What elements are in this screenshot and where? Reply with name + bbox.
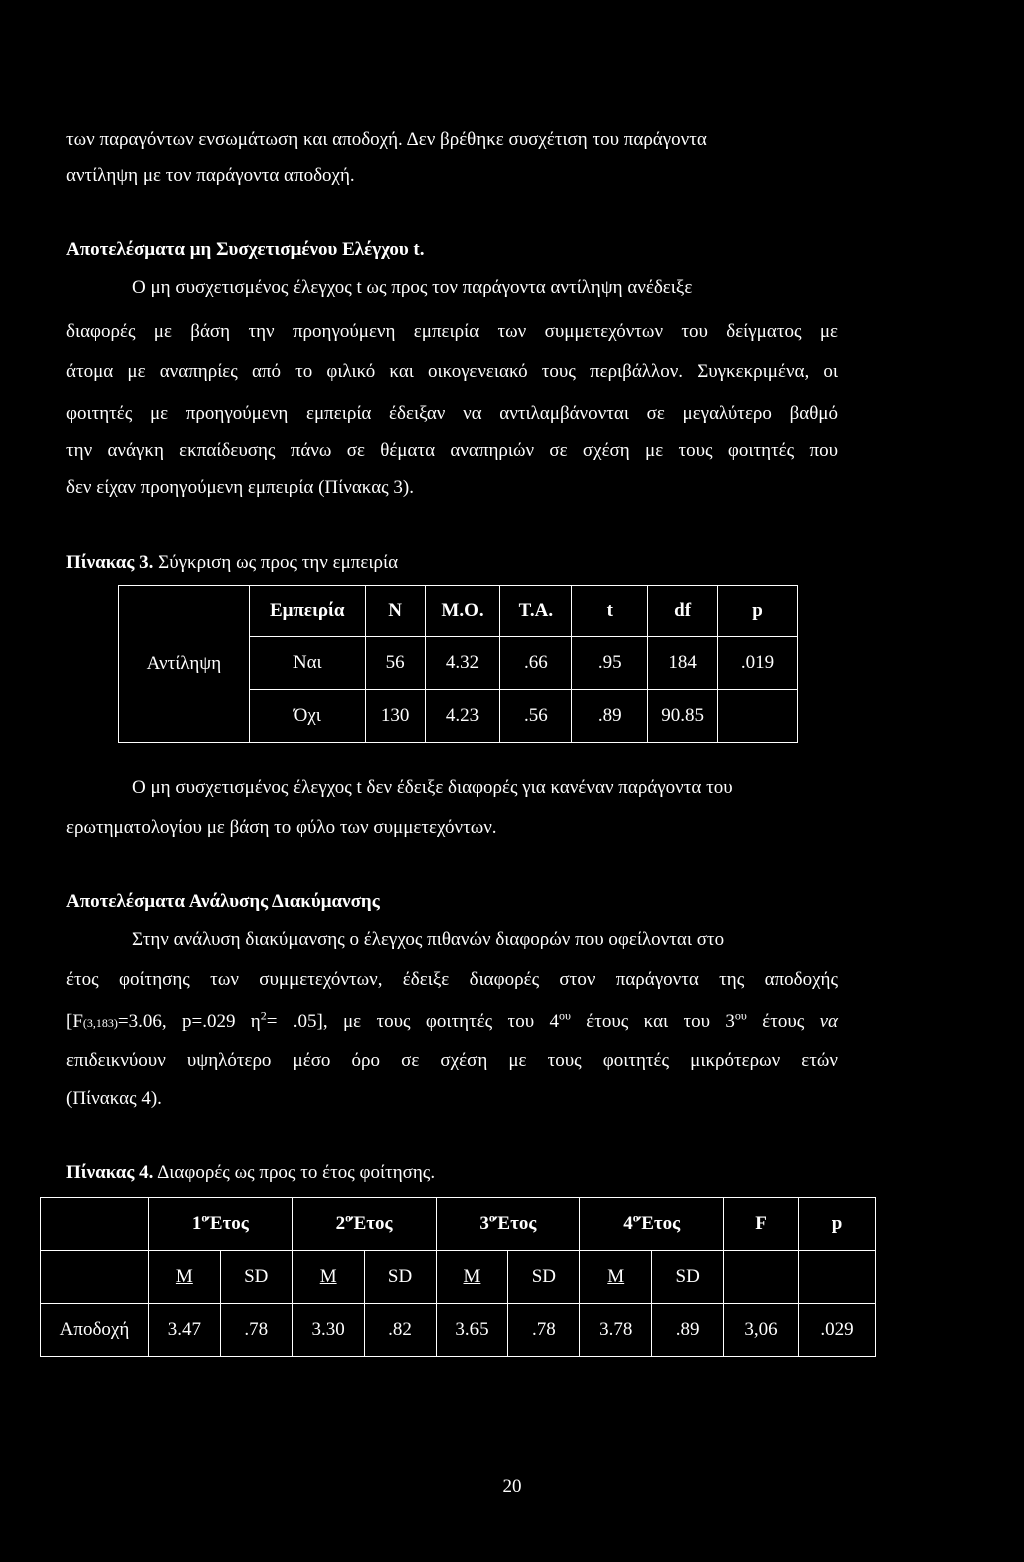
header-cell: N — [365, 586, 425, 637]
paragraph-line: [F(3,183)=3.06, p=.029 $\eta^2= .05$], με τους φοιτητές του $4^{o\upsilon}$ έτους και του $3^{o\upsilon}$ έτους να — [66, 1008, 839, 1032]
paragraph-line: δεν είχαν προηγούμενη εμπειρία (Πίνακας 3). — [66, 477, 414, 498]
section-heading: Αποτελέσματα Ανάλυσης Διακύμανσης — [66, 891, 380, 912]
paragraph-line: Στην ανάλυση διακύμανσης ο έλεγχος πιθανών διαφορών που οφείλονται στο — [132, 929, 725, 950]
paragraph-line: έτος φοίτησης των συμμετεχόντων, έδειξε διαφορές στον παράγοντα της αποδοχής — [66, 969, 838, 990]
header-cell: $1^oΈ\tau o\varsigma$ — [148, 1198, 292, 1251]
paragraph-line: των παραγόντων ενσωμάτωση και αποδοχή. Δεν βρέθηκε συσχέτιση του παράγοντα — [66, 129, 707, 150]
table-cell: .95 — [572, 637, 648, 690]
table-cell — [718, 690, 798, 743]
header-cell: $4^oΈ\tau o\varsigma$ — [580, 1198, 724, 1251]
subheader-cell: SD — [364, 1251, 436, 1304]
table-row — [41, 1198, 876, 1251]
header-cell: $2^oΈ\tau o\varsigma$ — [292, 1198, 436, 1251]
table-cell: 4.32 — [425, 637, 500, 690]
paragraph-line: (Πίνακας 4). — [66, 1088, 162, 1109]
table-cell: Όχι — [249, 690, 365, 743]
table-cell: .78 — [220, 1304, 292, 1357]
table-cell: Ναι — [249, 637, 365, 690]
header-cell: p — [799, 1198, 876, 1251]
subheader-cell: SD — [220, 1251, 292, 1304]
paragraph-line: φοιτητές με προηγούμενη εμπειρία έδειξαν να αντιλαμβάνονται σε μεγαλύτερο βαθμό — [66, 403, 838, 424]
comparison-table — [118, 585, 798, 743]
paragraph-line: επιδεικνύουν υψηλότερο μέσο όρο σε σχέση με τους φοιτητές μικρότερων ετών — [66, 1050, 838, 1071]
table-cell: .82 — [364, 1304, 436, 1357]
table-cell: 3.47 — [148, 1304, 220, 1357]
table-cell: 90.85 — [648, 690, 718, 743]
paragraph-line: αντίληψη με τον παράγοντα αποδοχή. — [66, 165, 355, 186]
subheader-cell: M — [580, 1251, 652, 1304]
table-row — [41, 1304, 876, 1357]
table-cell: 56 — [365, 637, 425, 690]
table-cell — [41, 1198, 149, 1251]
subheader-cell: SD — [652, 1251, 724, 1304]
table-cell: .019 — [718, 637, 798, 690]
row-label: Αντίληψη — [119, 586, 250, 743]
paragraph-line: άτομα με αναπηρίες από το φιλικό και οικογενειακό τους περιβάλλον. Συγκεκριμένα, οι — [66, 361, 838, 382]
subheader-cell: M — [148, 1251, 220, 1304]
table-cell — [724, 1251, 799, 1304]
table-cell: .89 — [652, 1304, 724, 1357]
header-cell: Μ.Ο. — [425, 586, 500, 637]
header-cell: $3^oΈ\tau o\varsigma$ — [436, 1198, 580, 1251]
header-cell: F — [724, 1198, 799, 1251]
subheader-cell: M — [436, 1251, 508, 1304]
paragraph-line: την ανάγκη εκπαίδευσης πάνω σε θέματα αναπηριών σε σχέση με τους φοιτητές που — [66, 440, 838, 461]
table-caption — [66, 551, 398, 575]
table-cell: .89 — [572, 690, 648, 743]
year-differences-table — [40, 1197, 876, 1357]
caption-text: Σύγκριση ως προς την εμπειρία — [153, 552, 399, 573]
table-cell: 3,06 — [724, 1304, 799, 1357]
table-cell: 3.65 — [436, 1304, 508, 1357]
header-cell: df — [648, 586, 718, 637]
row-label: Αποδοχή — [41, 1304, 149, 1357]
table-cell: .78 — [508, 1304, 580, 1357]
subheader-cell: M — [292, 1251, 364, 1304]
table-caption — [66, 1161, 435, 1185]
header-cell: Εμπειρία — [249, 586, 365, 637]
paragraph-line: διαφορές με βάση την προηγούμενη εμπειρία των συμμετεχόντων του δείγματος με — [66, 321, 838, 342]
table-cell: .56 — [500, 690, 572, 743]
table-cell: .029 — [799, 1304, 876, 1357]
table-row — [41, 1251, 876, 1304]
paragraph-line: Ο μη συσχετισμένος έλεγχος t ως προς τον παράγοντα αντίληψη ανέδειξε — [132, 277, 693, 298]
caption-label: Πίνακας 3. — [66, 552, 154, 573]
caption-label: Πίνακας 4. — [66, 1162, 154, 1183]
table-cell — [799, 1251, 876, 1304]
header-cell: t — [572, 586, 648, 637]
paragraph-line: ερωτηματολογίου με βάση το φύλο των συμμετεχόντων. — [66, 817, 497, 838]
paragraph-line: Ο μη συσχετισμένος έλεγχος t δεν έδειξε διαφορές για κανέναν παράγοντα του — [132, 777, 733, 798]
table-cell: 3.78 — [580, 1304, 652, 1357]
table-cell: 4.23 — [425, 690, 500, 743]
header-cell: Τ.Α. — [500, 586, 572, 637]
table-cell: 3.30 — [292, 1304, 364, 1357]
table-cell: .66 — [500, 637, 572, 690]
page-number: 20 — [502, 1476, 522, 1497]
caption-text: Διαφορές ως προς το έτος φοίτησης. — [153, 1162, 436, 1183]
table-cell — [41, 1251, 149, 1304]
table-cell: 184 — [648, 637, 718, 690]
header-cell: p — [718, 586, 798, 637]
section-heading: Αποτελέσματα μη Συσχετισμένου Ελέγχου t. — [66, 239, 425, 260]
subheader-cell: SD — [508, 1251, 580, 1304]
table-cell: 130 — [365, 690, 425, 743]
